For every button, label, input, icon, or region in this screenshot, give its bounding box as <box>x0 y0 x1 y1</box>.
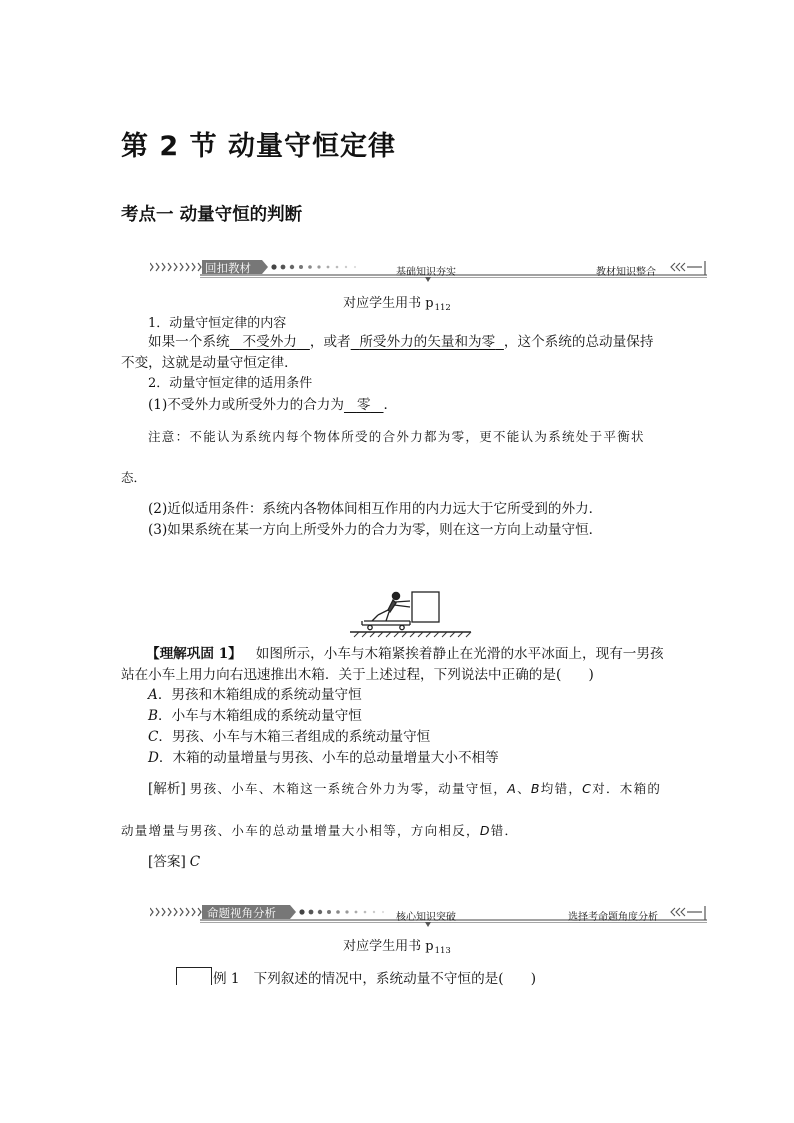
answer-line <box>148 856 200 870</box>
figure-drawing <box>350 588 472 638</box>
note-line1: 注意：不能认为系统内每个物体所受的合外力都为零，更不能认为系统处于平衡状 <box>148 429 645 444</box>
answer-value: C <box>189 854 201 870</box>
section-heading: 考点一 动量守恒的判断 <box>121 205 303 225</box>
option-a <box>148 689 362 703</box>
question-line1 <box>146 648 664 662</box>
blank-text: 不受外力 <box>242 334 297 350</box>
option-letter: D <box>148 750 159 766</box>
law-paragraph-line1 <box>148 336 653 350</box>
example-label: 例 1 <box>213 971 240 987</box>
banner-tag: 回扣教材 <box>205 261 251 275</box>
page-title: 第 2 节 动量守恒定律 <box>121 131 396 162</box>
blank-answer <box>344 397 384 413</box>
option-b <box>148 710 362 724</box>
analysis-text: 错． <box>490 823 519 838</box>
subheading-conditions: 2．动量守恒定律的适用条件 <box>148 376 313 391</box>
student-book-reference <box>0 940 794 956</box>
option-ref: D <box>479 823 491 838</box>
question-text: 如图所示，小车与木箱紧挨着静止在光滑的水平冰面上，现有一男孩 <box>255 646 664 662</box>
answer-tag: [答案] <box>148 854 186 870</box>
option-ref: C <box>582 781 593 796</box>
example-text: 下列叙述的情况中，系统动量不守恒的是( ) <box>253 971 537 987</box>
subheading-law-content: 1．动量守恒定律的内容 <box>148 316 287 331</box>
banner-center-label: 基础知识夯实 <box>396 267 456 278</box>
banner-center-label: 核心知识突破 <box>396 912 456 923</box>
analysis-tag: [解析] <box>148 781 186 797</box>
banner-right-label: 教材知识整合 <box>596 267 656 278</box>
reference-page: 112 <box>434 303 451 313</box>
banner-right-label: 选择考命题角度分析 <box>568 912 658 923</box>
text: ． <box>383 397 398 413</box>
blank-text: 零 <box>356 397 371 413</box>
condition-2: (2)近似适用条件：系统内各物体间相互作用的内力远大于它所受到的外力． <box>148 501 603 517</box>
text: (1)不受外力或所受外力的合力为 <box>148 397 344 413</box>
question-line2: 站在小车上用力向右迅速推出木箱．关于上述过程，下列说法中正确的是( ) <box>121 667 594 683</box>
blank-answer <box>351 334 504 350</box>
reference-text: 对应学生用书 p <box>343 939 434 954</box>
option-ref: B <box>530 781 541 796</box>
example-label-box <box>176 967 212 985</box>
option-ref: A <box>507 781 518 796</box>
option-text: ．男孩和木箱组成的系统动量守恒 <box>157 687 362 703</box>
text: ，或者 <box>309 334 351 350</box>
option-text: ．木箱的动量增量与男孩、小车的总动量增量大小不相等 <box>158 750 499 766</box>
analysis-line2 <box>121 825 518 838</box>
reference-text: 对应学生用书 p <box>343 296 434 311</box>
analysis-text: 对．木箱的 <box>592 781 662 796</box>
option-c <box>148 731 430 745</box>
option-text: ．小车与木箱组成的系统动量守恒 <box>158 708 362 724</box>
analysis-text: 、 <box>517 781 531 796</box>
reference-page: 113 <box>434 946 451 956</box>
banner-review-textbook <box>150 258 708 282</box>
option-d <box>148 752 499 766</box>
question-tag: 【理解巩固 1】 <box>146 646 242 662</box>
condition-3: (3)如果系统在某一方向上所受外力的合力为零，则在这一方向上动量守恒． <box>148 522 603 538</box>
analysis-text: 男孩、小车、木箱这一系统合外力为零，动量守恒， <box>189 781 508 796</box>
student-book-reference <box>0 297 794 313</box>
banner-tag: 命题视角分析 <box>207 906 276 920</box>
blank-answer <box>230 334 310 350</box>
analysis-line1 <box>148 783 661 797</box>
option-letter: C <box>148 729 159 745</box>
banner-proposition-analysis <box>150 903 708 927</box>
text: ，这个系统的总动量保持 <box>503 334 654 350</box>
law-paragraph-line2: 不变，这就是动量守恒定律． <box>121 355 298 371</box>
option-text: ．男孩、小车与木箱三者组成的系统动量守恒 <box>158 729 431 745</box>
condition-1 <box>148 399 397 413</box>
figure-boy-cart-box <box>350 588 472 638</box>
option-letter: B <box>148 708 158 724</box>
analysis-text: 均错， <box>540 781 583 796</box>
note-line2: 态． <box>121 470 147 485</box>
blank-text: 所受外力的矢量和为零 <box>359 334 496 350</box>
option-letter: A <box>148 687 158 703</box>
text: 如果一个系统 <box>148 334 230 350</box>
example-1 <box>213 973 536 987</box>
analysis-text: 动量增量与男孩、小车的总动量增量大小相等，方向相反， <box>121 823 480 838</box>
